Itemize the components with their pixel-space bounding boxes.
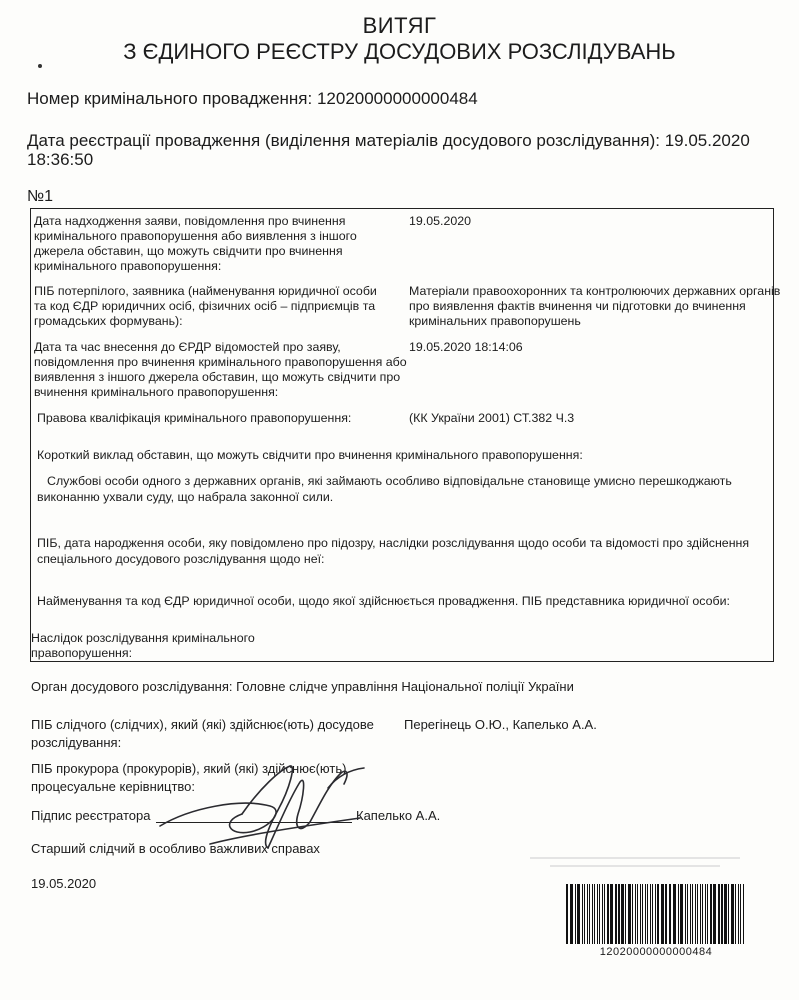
barcode-bar — [587, 884, 588, 944]
barcode-bar — [692, 884, 693, 944]
result-label-l1: Наслідок розслідування кримінального — [31, 631, 255, 645]
barcode-bar — [743, 884, 744, 944]
barcode-bar — [592, 884, 593, 944]
barcode-bar — [705, 884, 706, 944]
r3-value: 19.05.2020 18:14:06 — [409, 340, 523, 354]
signature-name: Капелько А.А. — [356, 808, 441, 823]
barcode-bar — [582, 884, 583, 944]
barcode-bar — [650, 884, 651, 944]
document-title: ВИТЯГ — [362, 13, 437, 38]
r4-value: (КК України 2001) СТ.382 Ч.3 — [409, 411, 575, 425]
barcode-bar — [647, 884, 648, 944]
barcode-bar — [628, 884, 631, 944]
barcode-bar — [599, 884, 600, 944]
prosecutor-label-l2: процесуальне керівництво: — [31, 779, 196, 794]
r2-label-l3: громадських формувань): — [34, 314, 183, 328]
r2-label-l2: та код ЄДР юридичних осіб, фізичних осіб – підприємців та — [34, 299, 376, 313]
barcode-bar — [657, 884, 659, 944]
suspect-line2: спеціального досудового розслідування щодо неї: — [37, 552, 325, 566]
barcode-bar — [690, 884, 691, 944]
investigator-label-l2: розслідування: — [31, 735, 122, 750]
r2-value-l1: Матеріали правоохоронних та контролюючих державних органів — [409, 284, 781, 298]
r2-label-l1: ПІБ потерпілого, заявника (найменування юридичної особи — [34, 284, 377, 298]
barcode-bar — [652, 884, 653, 944]
r3-label-l1: Дата та час внесення до ЄРДР відомостей про заяву, — [34, 340, 341, 354]
barcode-bar — [655, 884, 656, 944]
barcode-bar — [602, 884, 603, 944]
r2-value-l3: кримінальних правопорушень — [409, 314, 581, 328]
barcode-bar — [673, 884, 676, 944]
barcode-bar — [702, 884, 703, 944]
barcode-icon — [566, 884, 746, 944]
barcode-bar — [665, 884, 667, 944]
r1-label-l2: кримінального правопорушення або виявлення з іншого — [34, 229, 357, 243]
barcode-bar — [740, 884, 741, 944]
barcode-bar — [597, 884, 598, 944]
barcode-bar — [678, 884, 679, 944]
barcode-bar — [618, 884, 620, 944]
barcode-bar — [680, 884, 683, 944]
investigator-label-l1: ПІБ слідчого (слідчих), який (які) здійснює(ють) досудове — [31, 717, 374, 732]
record-number: №1 — [27, 188, 54, 205]
faint-scan-marks — [520, 846, 750, 876]
barcode-bar — [607, 884, 609, 944]
barcode-bar — [577, 884, 580, 944]
document-date: 19.05.2020 — [31, 876, 97, 891]
barcode-bar — [642, 884, 643, 944]
barcode-bar — [713, 884, 716, 944]
barcode-bar — [724, 884, 727, 944]
r3-label-l4: вчинення кримінального правопорушення: — [34, 385, 279, 399]
r3-label-l3: виявлення з іншого джерела обставин, що можуть свідчити про — [34, 370, 401, 384]
suspect-line1: ПІБ, дата народження особи, яку повідомлено про підозру, наслідки розслідування щодо особи та відомості про здійснення — [37, 536, 750, 550]
barcode-bar — [669, 884, 671, 944]
barcode-bar — [566, 884, 568, 944]
barcode-bar — [738, 884, 739, 944]
summary-line1: Службові особи одного з державних органів, які займають особливо відповідальне становище умисно перешкоджають — [47, 474, 732, 488]
barcode-bar — [584, 884, 585, 944]
barcode-bar — [594, 884, 595, 944]
barcode-bar — [575, 884, 576, 944]
registration-date-line2: 18:36:50 — [27, 150, 94, 169]
barcode-bar — [589, 884, 590, 944]
handwritten-signature — [150, 748, 390, 868]
barcode-bar — [695, 884, 696, 944]
r3-label-l2: повідомлення про вчинення кримінального правопорушення або — [34, 355, 407, 369]
barcode-bar — [697, 884, 698, 944]
barcode-bar — [718, 884, 720, 944]
barcode-bar — [635, 884, 636, 944]
barcode-bar — [625, 884, 626, 944]
r1-label-l1: Дата надходження заяви, повідомлення про вчинення — [34, 214, 346, 228]
barcode-bar — [632, 884, 633, 944]
barcode-bar — [645, 884, 646, 944]
barcode-bar — [615, 884, 617, 944]
registration-date-line1: Дата реєстрації провадження (виділення матеріалів досудового розслідування): 19.05.2020 — [27, 131, 750, 150]
r1-value: 19.05.2020 — [409, 214, 472, 228]
signature-label: Підпис реєстратора — [31, 808, 151, 823]
document-subtitle: З ЄДИНОГО РЕЄСТРУ ДОСУДОВИХ РОЗСЛІДУВАНЬ — [123, 39, 676, 64]
barcode-bar — [707, 884, 708, 944]
prosecutor-label-l1: ПІБ прокурора (прокурорів), який (які) здійснює(ють) — [31, 761, 347, 776]
barcode-bar — [687, 884, 688, 944]
summary-line2: виконанню ухвали суду, що набрала законної сили. — [37, 490, 334, 504]
barcode-bar — [570, 884, 573, 944]
r1-label-l3: джерела обставин, що можуть свідчити про вчинення — [34, 244, 343, 258]
barcode-bar — [604, 884, 605, 944]
r1-label-l4: кримінального правопорушення: — [34, 259, 222, 273]
barcode-bar — [728, 884, 729, 944]
barcode-number: 12020000000000484 — [599, 946, 713, 958]
legal-entity-label: Найменування та код ЄДР юридичної особи, щодо якої здійснюється провадження. ПІБ представника юридичної особи: — [37, 594, 730, 608]
barcode-bar — [685, 884, 686, 944]
r4-label: Правова кваліфікація кримінального правопорушення: — [37, 411, 352, 425]
barcode-bar — [735, 884, 736, 944]
barcode-bar — [721, 884, 723, 944]
result-label-l2: правопорушення: — [31, 646, 133, 660]
barcode-bar — [640, 884, 641, 944]
barcode-bar — [710, 884, 712, 944]
investigator-position: Старший слідчий в особливо важливих справах — [31, 841, 320, 856]
barcode-bar — [731, 884, 734, 944]
barcode-bar — [610, 884, 613, 944]
proceeding-number: Номер кримінального провадження: 12020000000000484 — [27, 89, 478, 108]
r2-value-l2: про виявлення фактів вчинення чи підготовки до вчинення — [409, 299, 746, 313]
scan-speck — [38, 64, 42, 68]
investigator-value: Перегінець О.Ю., Капелько А.А. — [404, 717, 597, 732]
summary-label: Короткий виклад обставин, що можуть свідчити про вчинення кримінального правопорушення: — [37, 448, 583, 462]
barcode-bar — [661, 884, 664, 944]
barcode-bar — [700, 884, 701, 944]
barcode-bar — [637, 884, 638, 944]
barcode-bar — [621, 884, 624, 944]
investigation-organ: Орган досудового розслідування: Головне слідче управління Національної поліції України — [31, 679, 574, 694]
